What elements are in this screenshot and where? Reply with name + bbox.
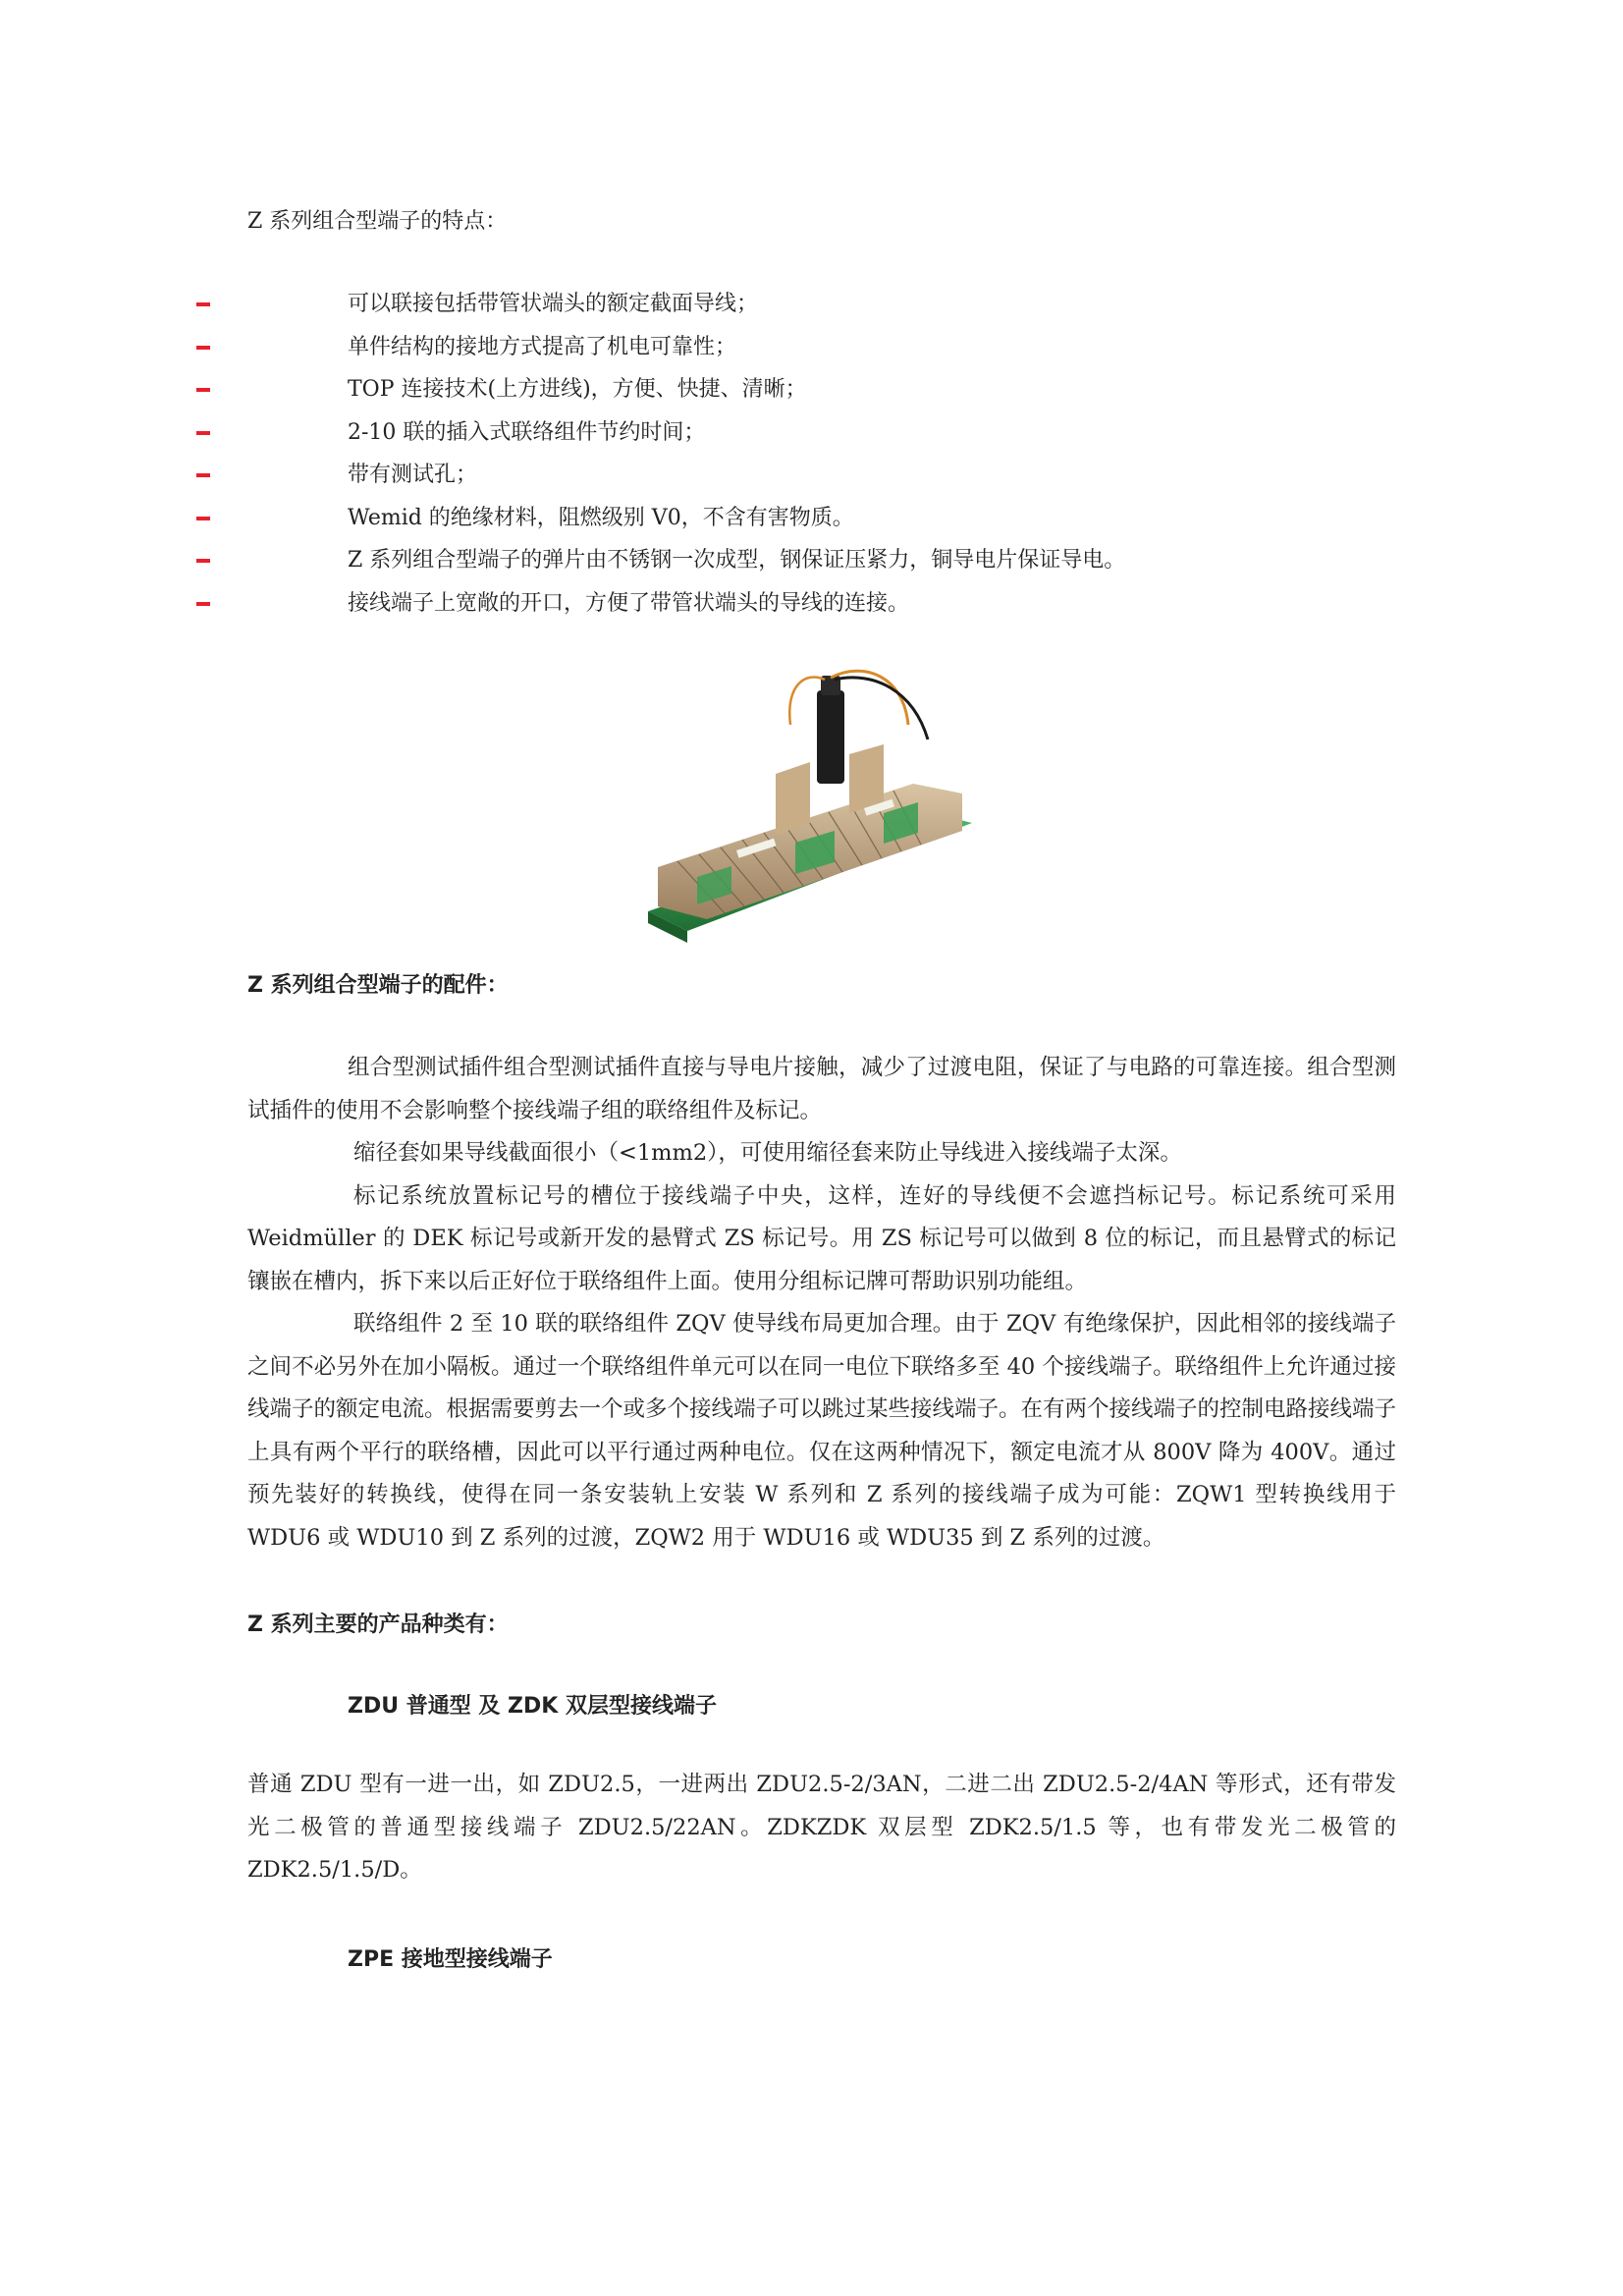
list-item	[0, 283, 1623, 326]
zdu-text	[247, 1764, 1396, 1892]
dash-bullet-icon	[196, 473, 210, 477]
terminal-block-photo	[638, 666, 1001, 951]
accessories-text	[247, 1047, 1396, 1559]
list-item	[0, 326, 1623, 369]
list-item-text: Z 系列组合型端子的弹片由不锈钢一次成型，钢保证压紧力，铜导电片保证导电。	[348, 548, 1126, 573]
list-item-text: Wemid 的绝缘材料，阻燃级别 V0，不含有害物质。	[348, 505, 854, 530]
paragraph: 缩径套如果导线截面很小（<1mm2），可使用缩径套来防止导线进入接线端子太深。	[353, 1140, 1182, 1166]
list-item	[0, 454, 1623, 497]
dash-bullet-icon	[196, 302, 210, 306]
list-item	[0, 582, 1623, 626]
products-heading: Z 系列主要的产品种类有：	[247, 1613, 509, 1637]
zdu-heading: ZDU 普通型 及 ZDK 双层型接线端子	[348, 1694, 717, 1719]
list-item	[0, 411, 1623, 455]
list-item-text: 接线端子上宽敞的开口，方便了带管状端头的导线的连接。	[348, 590, 910, 616]
list-item-text: 带有测试孔；	[348, 463, 478, 487]
list-item-text: 可以联接包括带管状端头的额定截面导线；	[348, 292, 759, 316]
features-list	[0, 283, 1623, 625]
list-item-text: 单件结构的接地方式提高了机电可靠性；	[348, 334, 737, 359]
list-item	[0, 368, 1623, 411]
dash-bullet-icon	[196, 388, 210, 392]
list-item-text: TOP 连接技术(上方进线)，方便、快捷、清晰；	[348, 377, 807, 402]
zpe-heading: ZPE 接地型接线端子	[348, 1947, 553, 1972]
dash-bullet-icon	[196, 517, 210, 520]
dash-bullet-icon	[196, 602, 210, 606]
list-item	[0, 497, 1623, 540]
paragraph: 联络组件 2 至 10 联的联络组件 ZQV 使导线布局更加合理。由于 ZQV 有绝缘保护，因此相邻的接线端子之间不必另外在加小隔板。通过一个联络组件单元可以在同一电位下联络多至 40 个接线端子。联络组件上允许通过接线端子的额定电流。根据需要剪去一个或多个接线端子可以跳过某些接线端子。在有两个接线端子的控制电路接线端子上具有两个平行的联络槽，因此可以平行通过两种电位。仅在这两种情况下，额定电流才从 800V 降为 400V。通过预先装好的转换线，使得在同一条安装轨上安装 W 系列和 Z 系列的接线端子成为可能：ZQW1 型转换线用于 WDU6 或 WDU10 到 Z 系列的过渡，ZQW2 用于 WDU16 或 WDU35 到 Z 系列的过渡。	[247, 1311, 1397, 1551]
paragraph: 组合型测试插件组合型测试插件直接与导电片接触，减少了过渡电阻，保证了与电路的可靠连接。组合型测试插件的使用不会影响整个接线端子组的联络组件及标记。	[247, 1055, 1396, 1123]
dash-bullet-icon	[196, 431, 210, 435]
dash-bullet-icon	[196, 346, 210, 350]
accessories-heading: Z 系列组合型端子的配件：	[247, 973, 509, 998]
dash-bullet-icon	[196, 559, 210, 563]
features-heading: Z 系列组合型端子的特点：	[247, 209, 508, 234]
paragraph: 普通 ZDU 型有一进一出，如 ZDU2.5，一进两出 ZDU2.5-2/3AN，二进二出 ZDU2.5-2/4AN 等形式，还有带发光二极管的普通型接线端子 ZDU2.5/22AN。ZDKZDK 双层型 ZDK2.5/1.5 等，也有带发光二极管的 ZDK2.5/1.5/D。	[247, 1772, 1396, 1883]
paragraph: 标记系统放置标记号的槽位于接线端子中央，这样，连好的导线便不会遮挡标记号。标记系统可采用 Weidmüller 的 DEK 标记号或新开发的悬臂式 ZS 标记号。用 ZS 标记号可以做到 8 位的标记，而且悬臂式的标记镶嵌在槽内，拆下来以后正好位于联络组件上面。使用分组标记牌可帮助识别功能组。	[247, 1182, 1396, 1294]
list-item	[0, 539, 1623, 582]
list-item-text: 2-10 联的插入式联络组件节约时间；	[348, 419, 706, 445]
